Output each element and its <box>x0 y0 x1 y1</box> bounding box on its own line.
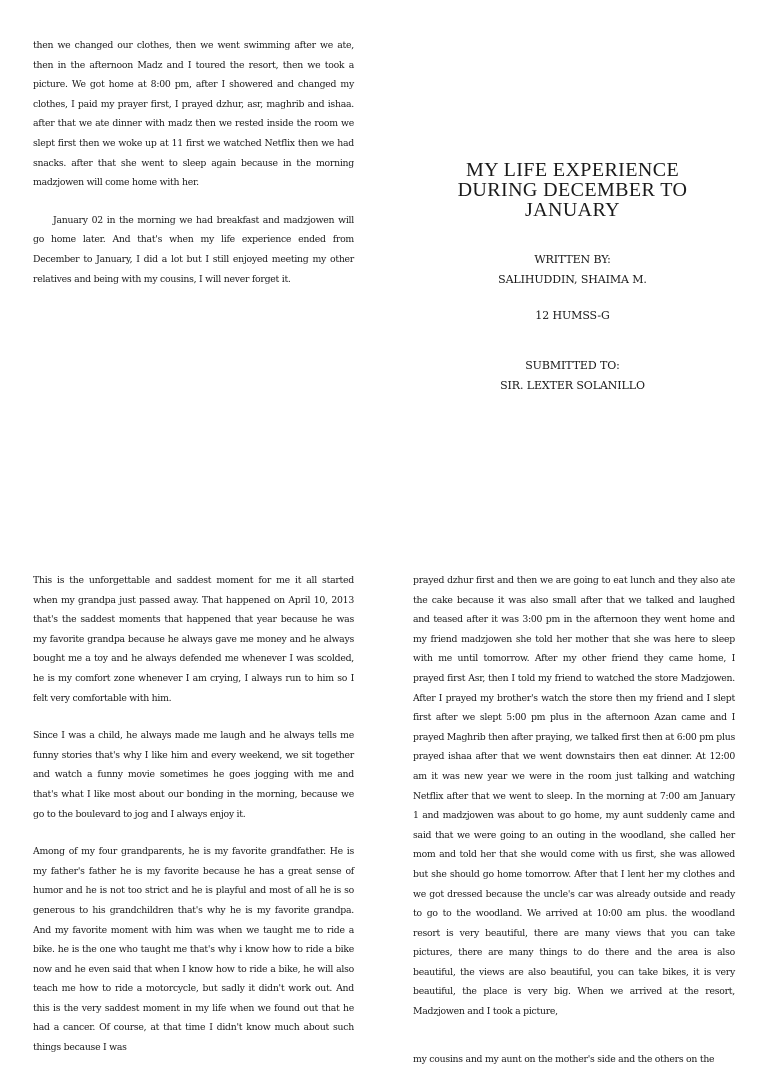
paragraph: January 02 in the morning we had breakfast and madzjowen will go home later. And that's when my life experience ended from December to January, I did a lot but I still enjoyed meeting my other relatives and being with my cousins, I will never forget it. <box>33 214 354 285</box>
title-page <box>395 160 750 420</box>
paragraph: Among of my four grandparents, he is my favorite grandfather. He is my father's father he is my favorite because he has a great sense of humor and he is not too strict and he is playful and most of all he is so generous to his grandchildren that's why he is my favorite grandpa. And my favorite moment with him was when we taught me to ride a bike. he is the one who taught me that's why i know how to ride a bike now and he even said that when I know how to ride a bike, he will also teach me how to ride a motorcycle, but sadly it didn't work out. And this is the very saddest moment in my life when we found out that he had a cancer. Of course, at that time I didn't know much about such things because I was <box>33 846 354 1054</box>
page-bottom-right <box>413 571 735 1065</box>
title-line: JANUARY <box>524 199 621 221</box>
paragraph: then we changed our clothes, then we went swimming after we ate, then in the afternoon Madz and I toured the resort, then we took a picture. We got home at 8:00 pm, after I showered and changed my clothes, I paid my prayer first, I prayed dzhur, asr, maghrib and ishaa. after that we ate dinner with madz then we rested inside the room we slept first then we woke up at 11 first we watched Netflix then we had snacks. after that she went to sleep again because in the morning madzjowen will come home with her. <box>33 40 354 189</box>
paragraph: Since I was a child, he always made me laugh and he always tells me funny stories that's why I like him and every weekend, we sit together and watch a funny movie sometimes he goes jogging with me and that's what I like most about our bonding in the morning, because we go to the boulevard to jog and I always enjoy it. <box>33 730 354 820</box>
teacher-name: SIR. LEXTER SOLANILLO <box>500 379 645 392</box>
paragraph: This is the unforgettable and saddest moment for me it all started when my grandpa just passed away. That happened on April 10, 2013 that's the saddest moments that happened that year because he was my favorite grandpa because he always gave me money and he always bought me a toy and he always defended me whenever I was scolded, he is my comfort zone whenever I am crying, I always run to him so I felt very comfortable with him. <box>33 575 354 704</box>
written-by-label: WRITTEN BY: <box>534 253 611 266</box>
paragraph: my cousins and my aunt on the mother's side and the others on the <box>413 1053 715 1065</box>
page-bottom-left <box>33 571 354 1054</box>
page-top-left <box>33 36 354 336</box>
document-title <box>395 160 750 220</box>
title-line: MY LIFE EXPERIENCE <box>465 159 680 181</box>
section-label: 12 HUMSS-G <box>535 309 610 322</box>
title-line: DURING DECEMBER TO <box>457 179 688 201</box>
author-name: SALIHUDDIN, SHAIMA M. <box>498 273 647 286</box>
submitted-to-label: SUBMITTED TO: <box>525 359 620 372</box>
paragraph: prayed dzhur first and then we are going to eat lunch and they also ate the cake because it was also small after that we talked and laughed and teased after it was 3:00 pm in the afternoon they went home and my friend madzjowen she told her mother that she was here to sleep with me until tomorrow. After my other friend they came home, I prayed first Asr, then I told my friend to watched the store Madzjowen. After I prayed my brother's watch the store then my friend and I slept first after we slept 5:00 pm plus in the afternoon Azan came and I prayed Maghrib then after praying, we talked first then at 6:00 pm plus prayed ishaa after that we went downstairs then eat dinner. At 12:00 am it was new year we were in the room just talking and watching Netflix after that we went to sleep. In the morning at 7:00 am January 1 and madzjowen was about to go home, my aunt suddenly came and said that we were going to an outing in the woodland, she called her mom and told her that she would come with us first, she was allowed but she should go home tomorrow. After that I lent her my clothes and we got dressed because the uncle's car was already outside and ready to go to the woodland. We arrived at 10:00 am plus. the woodland resort is very beautiful, there are many views that you can take pictures, there are many things to do there and the area is also beautiful, the views are also beautiful, you can take bikes, it is very beautiful, the place is very big. When we arrived at the resort, Madzjowen and I took a picture, <box>413 575 735 1018</box>
